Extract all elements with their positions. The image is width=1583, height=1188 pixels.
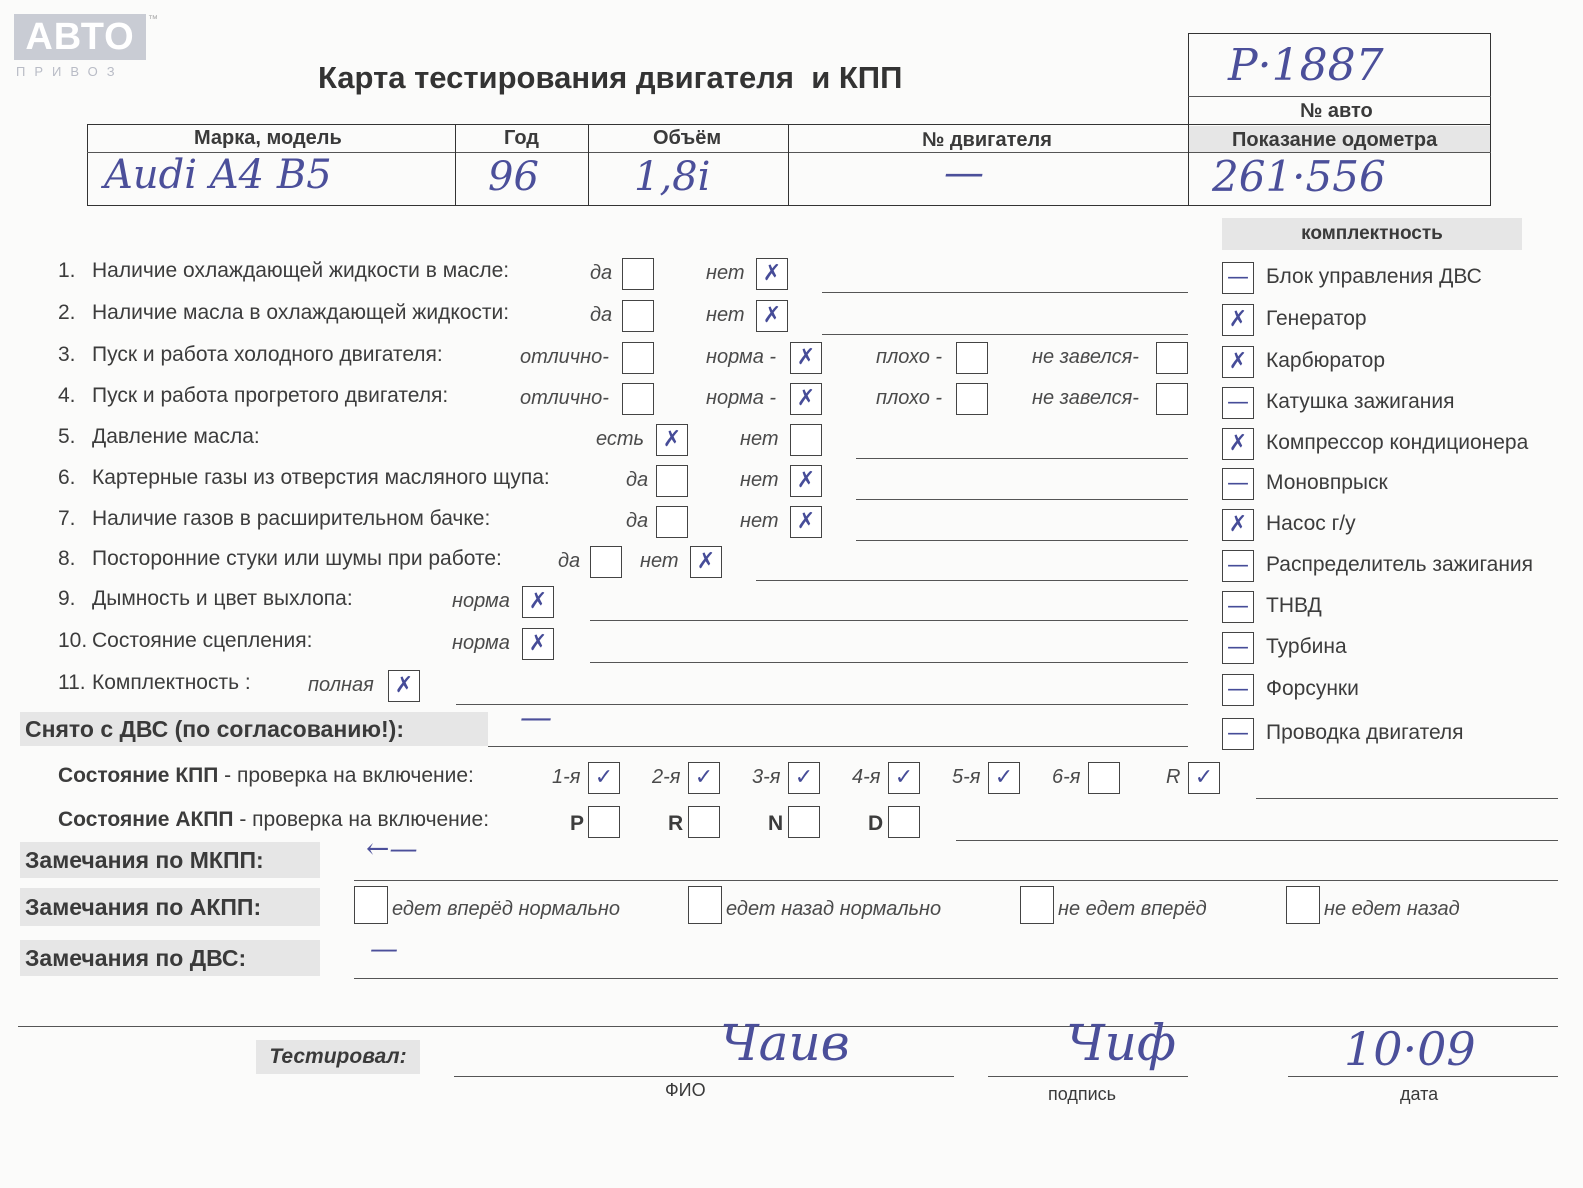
akpp-mode-label: P — [570, 812, 585, 835]
gear-checkbox-mark — [1088, 762, 1120, 794]
akpp-mode-label: D — [868, 812, 884, 835]
completeness-checkbox-mark: — — [1227, 677, 1249, 702]
check-number: 10. — [58, 629, 88, 652]
check-option-checkbox-mark — [1156, 342, 1188, 374]
check-option-checkbox-mark — [656, 506, 688, 538]
akpp-mode-label: R — [668, 812, 684, 835]
check-text: Наличие масла в охлаждающей жидкости: — [92, 301, 510, 324]
sign-label: подпись — [1048, 1084, 1117, 1104]
akpp-label: Состояние АКПП - проверка на включение: — [58, 808, 490, 831]
col-year: Год — [504, 127, 539, 149]
check-option-label: норма - — [706, 387, 777, 409]
check-number: 3. — [58, 343, 76, 366]
completeness-checkbox-mark: ✗ — [1228, 431, 1248, 456]
check-option-label: отлично- — [520, 387, 609, 409]
logo-bottom: ПРИВОЗ — [16, 64, 124, 79]
check-number: 9. — [58, 587, 76, 610]
col-volume: Объём — [653, 127, 722, 149]
model-value: Audi A4 B5 — [104, 152, 332, 198]
akpp-remark-checkbox[interactable] — [688, 886, 722, 924]
check-text: Пуск и работа прогретого двигателя: — [92, 384, 449, 407]
completeness-item-label: Моновпрыск — [1266, 471, 1388, 494]
check-option-checkbox-mark: ✗ — [696, 549, 716, 574]
check-option-checkbox-mark — [622, 383, 654, 415]
logo — [14, 14, 158, 84]
check-text: Состояние сцепления: — [92, 629, 313, 652]
answer-line — [590, 662, 1188, 663]
completeness-checkbox-mark: — — [1227, 594, 1249, 619]
check-text: Посторонние стуки или шумы при работе: — [92, 547, 502, 570]
check-text: Комплектность : — [92, 671, 251, 694]
check-number: 5. — [58, 425, 76, 448]
car-number-label: № авто — [1300, 100, 1373, 122]
check-option-checkbox-mark: ✗ — [762, 261, 782, 286]
gear-label: 1-я — [552, 766, 581, 788]
check-text: Наличие газов в расширительном бачке: — [92, 507, 491, 530]
check-number: 11. — [58, 671, 86, 694]
completeness-item-label: Генератор — [1266, 307, 1367, 330]
kpp-label: Состояние КПП - проверка на включение: — [58, 764, 474, 787]
check-option-label: нет — [640, 550, 679, 572]
check-option-label: плохо - — [876, 387, 943, 409]
completeness-checkbox-mark: — — [1227, 721, 1249, 746]
col-model: Марка, модель — [194, 127, 342, 149]
check-option-label: да — [590, 262, 613, 284]
check-option-checkbox-mark: ✗ — [796, 345, 816, 370]
gear-checkbox-mark: ✓ — [1194, 765, 1214, 790]
remarks-mkpp-value: ←— — [366, 832, 418, 865]
check-option-label: нет — [740, 510, 779, 532]
completeness-checkbox-mark: ✗ — [1228, 349, 1248, 374]
removed-label: Снято с ДВС (по согласованию!): — [20, 712, 488, 746]
check-option-label: отлично- — [520, 346, 609, 368]
completeness-item-label: Карбюратор — [1266, 349, 1386, 372]
col-odometer: Показание одометра — [1232, 129, 1438, 151]
answer-line — [856, 458, 1188, 459]
gear-label: 5-я — [952, 766, 981, 788]
check-option-label: да — [558, 550, 581, 572]
akpp-mode-checkbox-mark — [688, 806, 720, 838]
completeness-checkbox-mark: ✗ — [1228, 307, 1248, 332]
fio-label: ФИО — [665, 1080, 706, 1100]
check-option-checkbox-mark — [790, 424, 822, 456]
check-option-checkbox-mark — [956, 383, 988, 415]
akpp-mode-checkbox-mark — [788, 806, 820, 838]
check-text: Картерные газы из отверстия масляного щупа: — [92, 466, 550, 489]
check-option-label: нет — [740, 428, 779, 450]
logo-top: АВТО — [14, 14, 146, 60]
odometer-value: 261·556 — [1212, 152, 1386, 201]
check-option-checkbox-mark: ✗ — [528, 631, 548, 656]
check-number: 8. — [58, 547, 76, 570]
check-option-label: нет — [740, 469, 779, 491]
signature: Чиф — [1066, 1014, 1176, 1072]
volume-value: 1,8i — [634, 154, 711, 200]
completeness-item-label: Компрессор кондиционера — [1266, 431, 1529, 454]
completeness-item-label: Блок управления ДВС — [1266, 265, 1482, 288]
answer-line — [822, 334, 1188, 335]
gear-label: 3-я — [752, 766, 781, 788]
completeness-item-label: Форсунки — [1266, 677, 1359, 700]
check-option-checkbox-mark — [656, 465, 688, 497]
check-option-label: плохо - — [876, 346, 943, 368]
check-option-label: норма — [452, 632, 510, 654]
akpp-remark-label: едет назад нормально — [726, 898, 942, 920]
date-label: дата — [1400, 1084, 1439, 1104]
remarks-dvs-value: — — [370, 932, 398, 965]
remarks-mkpp-label: Замечания по МКПП: — [20, 842, 320, 878]
check-text: Дымность и цвет выхлопа: — [92, 587, 353, 610]
page-title: Карта тестирования двигателя и КПП — [318, 60, 903, 95]
gear-checkbox-mark: ✓ — [994, 765, 1014, 790]
akpp-mode-checkbox-mark — [588, 806, 620, 838]
completeness-item-label: Насос г/у — [1266, 512, 1356, 535]
check-option-checkbox-mark: ✗ — [394, 673, 414, 698]
check-option-label: нет — [706, 262, 745, 284]
completeness-item-label: ТНВД — [1266, 594, 1322, 617]
gear-checkbox-mark: ✓ — [794, 765, 814, 790]
answer-line — [456, 704, 1188, 705]
check-option-label: нет — [706, 304, 745, 326]
date-value: 10·09 — [1344, 1022, 1476, 1076]
check-option-label: да — [590, 304, 613, 326]
akpp-remark-label: не едет назад — [1324, 898, 1460, 920]
year-value: 96 — [488, 154, 539, 200]
logo-tm: ™ — [148, 14, 158, 25]
removed-value: — — [520, 698, 552, 736]
gear-label: 6-я — [1052, 766, 1081, 788]
akpp-remark-label: едет вперёд нормально — [392, 898, 621, 920]
answer-line — [756, 580, 1188, 581]
check-number: 7. — [58, 507, 76, 530]
akpp-mode-label: N — [768, 812, 784, 835]
completeness-checkbox-mark: — — [1227, 390, 1249, 415]
check-option-checkbox-mark: ✗ — [662, 427, 682, 452]
remarks-dvs-label: Замечания по ДВС: — [20, 940, 320, 976]
answer-line — [856, 540, 1188, 541]
akpp-remark-checkbox[interactable] — [354, 886, 388, 924]
check-option-label: норма - — [706, 346, 777, 368]
completeness-item-label: Турбина — [1266, 635, 1347, 658]
tested-label: Тестировал: — [256, 1040, 420, 1074]
answer-line — [856, 499, 1188, 500]
check-option-label: не завелся- — [1032, 346, 1139, 368]
check-option-checkbox-mark: ✗ — [796, 468, 816, 493]
check-text: Пуск и работа холодного двигателя: — [92, 343, 443, 366]
completeness-checkbox-mark: — — [1227, 635, 1249, 660]
completeness-checkbox-mark: — — [1227, 553, 1249, 578]
akpp-remark-checkbox[interactable] — [1286, 886, 1320, 924]
answer-line — [822, 292, 1188, 293]
completeness-checkbox-mark: ✗ — [1228, 512, 1248, 537]
check-number: 1. — [58, 259, 76, 282]
completeness-item-label: Проводка двигателя — [1266, 721, 1464, 744]
completeness-checkbox-mark: — — [1227, 265, 1249, 290]
gear-label: 2-я — [652, 766, 681, 788]
check-option-label: да — [626, 469, 649, 491]
check-option-checkbox-mark — [622, 300, 654, 332]
check-option-label: не завелся- — [1032, 387, 1139, 409]
gear-checkbox-mark: ✓ — [694, 765, 714, 790]
engine-no-value: — — [944, 150, 984, 196]
akpp-mode-checkbox-mark — [888, 806, 920, 838]
completeness-item-label: Распределитель зажигания — [1266, 553, 1534, 576]
check-number: 2. — [58, 301, 76, 324]
check-option-checkbox-mark — [622, 258, 654, 290]
check-option-label: есть — [596, 428, 645, 450]
car-number-value: P·1887 — [1228, 40, 1384, 91]
fio-value: Чаив — [720, 1014, 850, 1072]
gear-checkbox-mark: ✓ — [894, 765, 914, 790]
akpp-remark-label: не едет вперёд — [1058, 898, 1207, 920]
completeness-checkbox-mark: — — [1227, 471, 1249, 496]
check-text: Наличие охлаждающей жидкости в масле: — [92, 259, 510, 282]
akpp-remark-checkbox[interactable] — [1020, 886, 1054, 924]
completeness-title: комплектность — [1222, 218, 1522, 250]
completeness-item-label: Катушка зажигания — [1266, 390, 1455, 413]
check-option-checkbox-mark: ✗ — [528, 589, 548, 614]
check-option-checkbox-mark — [622, 342, 654, 374]
remarks-akpp-label: Замечания по АКПП: — [20, 888, 320, 926]
check-option-checkbox-mark — [956, 342, 988, 374]
check-number: 4. — [58, 384, 76, 407]
check-option-label: полная — [308, 674, 374, 696]
gear-label: R — [1166, 766, 1181, 788]
col-engine-no: № двигателя — [922, 129, 1052, 151]
answer-line — [590, 620, 1188, 621]
check-option-checkbox-mark: ✗ — [796, 509, 816, 534]
check-option-checkbox-mark: ✗ — [796, 386, 816, 411]
check-text: Давление масла: — [92, 425, 260, 448]
gear-checkbox-mark: ✓ — [594, 765, 614, 790]
gear-label: 4-я — [852, 766, 881, 788]
check-number: 6. — [58, 466, 76, 489]
check-option-label: норма — [452, 590, 510, 612]
check-option-label: да — [626, 510, 649, 532]
check-option-checkbox-mark — [1156, 383, 1188, 415]
check-option-checkbox-mark — [590, 546, 622, 578]
check-option-checkbox-mark: ✗ — [762, 303, 782, 328]
